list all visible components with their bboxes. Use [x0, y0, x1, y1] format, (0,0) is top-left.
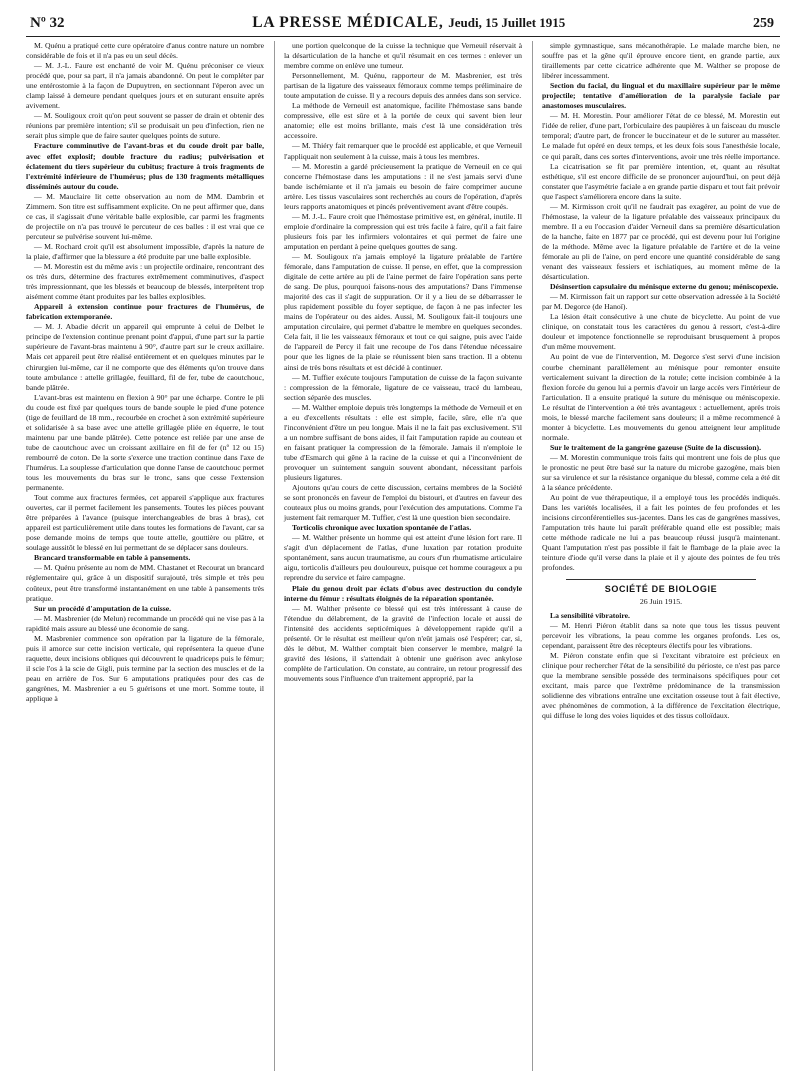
article-heading: Désinsertion capsulaire du ménisque externe du genou; méniscopexie. — [550, 282, 779, 292]
article-heading: La sensibilité vibratoire. — [550, 610, 630, 620]
section-divider — [566, 579, 756, 580]
journal-title-line — [252, 14, 565, 32]
article-paragraph: Personnellement, M. Quénu, rapporteur de M. Masbrenier, est très partisan de la ligature des vaisseaux fémoraux comme temps préliminaire de toute amputation de cuisse. Il y a recours depuis des années dans son service. — [284, 71, 522, 101]
article-heading: Brancard transformable en table à pansements. — [34, 553, 191, 563]
issue-date: Jeudi, 15 Juillet 1915 — [448, 15, 566, 30]
article-paragraph: — M. Kirmisson fait un rapport sur cette observation adressée à la Société par M. Degorce (de Hanoï). — [542, 292, 780, 312]
article-paragraph: — M. Walther présente un homme qui est atteint d'une lésion fort rare. Il s'agit d'un déplacement de l'atlas, d'une luxation par rotation produite spontanément, sans aucun traumatisme, au cours d'un rhumatisme articulaire aigu, torticolis d'ailleurs peu douloureux, puisque cet homme courageux a pu reprendre du service et faire campagne. — [284, 533, 522, 583]
session-date: 26 Juin 1915. — [639, 596, 683, 606]
article-paragraph: Au point de vue thérapeutique, il a employé tous les procédés indiqués. Dans les variétés localisées, il a fait les pointes de feu profondes et les incisions circonférentielles sus-jacentes. Dans les cas de gangrènes massives, l'amputation très haute lui paraît préférable quand elle est possible; mais cette méthode radicale ne lui a pas beaucoup réussi jusqu'à maintenant. Quant l'amputation n'est pas possible il fait le flambage de la plaie avec la teinture d'iode qu'il verse dans la plaie et il y ajoute des pointes de feu très profondes. — [542, 493, 780, 573]
article-paragraph: — M. Souligoux croit qu'on peut souvent se passer de drain et obtenir des réunions par première intention; s'il se produisait un peu d'infection, rien ne serait plus simple que de faire sauter quelques points de suture. — [26, 111, 264, 141]
article-paragraph: — M. J.-L. Faure croit que l'hémostase primitive est, en général, inutile. Il emploie d'ordinaire la compression qui est très facile à faire, qu'il a fait faire plusieurs fois par les infirmiers volontaires et qui permet de faire une amputation en perdant à peine quelques gouttes de sang. — [284, 211, 522, 251]
masthead — [26, 14, 780, 32]
article-paragraph: — M. Mauclaire lit cette observation au nom de MM. Dambrin et Zimmern. Son titre est suffisamment explicite. On ne peut affirmer que, dans ce cas, il s'agissait d'une véritable balle explosible, car parmi les fragments de projectile on n'a pas trouvé le percuteur de ces balles : il est vrai que ce percuteur se pulvérise souvent lui-même. — [26, 191, 264, 241]
article-paragraph: une portion quelconque de la cuisse la technique que Verneuil réservait à la désarticulation de la hanche et qu'il résumait en ces termes : enlever un membre comme on enlève une tumeur. — [284, 41, 522, 71]
article-heading: Sur un procédé d'amputation de la cuisse. — [34, 603, 172, 613]
article-paragraph: M. Masbrenier commence son opération par la ligature de la fémorale, puis il amorce sur cette incision verticale, qui représentera la queue d'une raquette, deux incisions obliques qui découvrent le quadriceps puis le fémur; il scie l'os à la scie de Gigli, puis termine par la section des muscles et de la peau en arrière de l'os. Sur 6 amputations pratiquées pour des cas de gangrènes, M. Masbrenier a eu 5 guérisons et une mort. Somme toute, il applique à — [26, 633, 264, 704]
article-paragraph: — M. Morestin est du même avis : un projectile ordinaire, rencontrant des os très durs, détermine des fractures extrêmement comminutives, d'aspect très impressionnant, que les blessés et beaucoup de blessés, interprètent trop aisément comme étant produites par les balles explosibles. — [26, 262, 264, 302]
article-paragraph: — M. Morestin a gardé précieusement la pratique de Verneuil en ce qui concerne l'hémostase dans les amputations : il ne s'est jamais servi d'une bande ischémiante et il n'a jamais eu besoin de faire comprimer aucune artère. Les tissus vasculaires sont recherchés au cours de l'opération, d'après leurs rapports anatomiques et pincés préventivement avant d'être coupés. — [284, 161, 522, 211]
article-paragraph: — M. Quénu présente au nom de MM. Chastanet et Recourat un brancard réglementaire qui, grâce à un dispositif surajouté, très simple et très peu coûteux, peut être transformé instantanément en une table à pansements très pratique. — [26, 563, 264, 603]
article-paragraph: Ajoutons qu'au cours de cette discussion, certains membres de la Société se sont prononcés en faveur de l'emploi du bistouri, et d'autres en faveur des couteaux plus ou moins grands, pour l'exécution des amputations. Comme l'a justement fait remarquer M. Tuffier, c'est là une question bien secondaire. — [284, 483, 522, 523]
article-paragraph: — M. Walther emploie depuis très longtemps la méthode de Verneuil et en a eu d'excellents résultats : elle est simple, facile, sûre, elle n'a que l'inconvénient d'être un peu longue. Mais il ne la fait pas exclusivement. S'il a un nombre suffisant de bons aides, il fait l'amputation rapide au couteau et en faisant pratiquer la compression de la fémorale. Jamais il n'emploie le tube d'Esmarch qui gêne à la racine de la cuisse et qui a l'inconvénient de provoquer un suintement sanguin souvent abondant, nécessitant parfois plusieurs ligatures. — [284, 402, 522, 483]
article-paragraph: — M. Tuffier exécute toujours l'amputation de cuisse de la façon suivante : compression de la fémorale, ligature de ce vaisseau, tracé du lambeau, section séparée des muscles. — [284, 372, 522, 402]
article-paragraph: — M. Walther présente ce blessé qui est très intéressant à cause de l'étendue du délabrement, de la gravité de l'infection locale et aussi de l'intensité des accidents septicémiques à développement rapide qu'il a présenté. Or le résultat est meilleur qu'on n'eût jamais osé l'espérer; car, si, dès le début, M. Walther comptait bien conserver le membre, malgré la gravité des lésions, il s'attendait à obtenir une guérison avec ankylose complète de l'articulation. On constate, au contraire, un retour progressif des mouvements sous l'influence d'un traitement approprié, par la — [284, 603, 522, 683]
issue-number: Nº 32 — [30, 15, 65, 31]
article-paragraph: La lésion était consécutive à une chute de bicyclette. Au point de vue clinique, on constatait tous les caractères du genou à ressort, c'est-à-dire douleur et impotence fonctionnelle se reproduisant brusquement à propos d'un même mouvement. — [542, 312, 780, 352]
article-paragraph: — M. Rochard croit qu'il est absolument impossible, d'après la nature de la plaie, d'affirmer que la blessure a été produite par une balle explosible. — [26, 241, 264, 261]
article-heading: Sur le traitement de la gangrène gazeuse (Suite de la discussion). — [550, 442, 762, 452]
article-paragraph: — M. Thiéry fait remarquer que le procédé est applicable, et que Verneuil l'appliquait non seulement à la cuisse, mais à tous les membres. — [284, 141, 522, 161]
page-number: 259 — [753, 16, 774, 31]
article-paragraph: Au point de vue de l'intervention, M. Degorce s'est servi d'une incision courbe cheminant parallèlement au ménisque pour remonter ensuite verticalement suivant la direction de la rotule; cette incision combinée à la flexion forcée du genou lui a permis d'avoir un large accès vers l'intérieur de l'articulation. Il a ensuite pratiqué la suture du ménisque ou méniscopexie. Le résultat de l'intervention a été très avantageux : actuellement, après trois mois, le blessé marche facilement sans douleurs; il a même recommencé à monter à bicyclette. Les mouvements du genou atteignent leur amplitude normale. — [542, 352, 780, 442]
article-heading: Section du facial, du lingual et du maxillaire supérieur par le même projectile; tentative d'amélioration de la paralysie faciale par anastomoses musculaires. — [542, 81, 780, 111]
article-heading: Plaie du genou droit par éclats d'obus avec destruction du condyle interne du fémur : résultats éloignés de la réparation spontanée. — [284, 583, 522, 603]
article-paragraph: — M. Kirmisson croit qu'il ne faudrait pas exagérer, au point de vue de l'hémostase, la valeur de la ligature préalable des vaisseaux principaux du membre. Il a eu l'occasion d'aider Verneuil dans sa première désarticulation de la hanche, faite en 1877 par ce procédé, qui est devenu pour lui l'origine de la méthode. Même avec la ligature préalable de l'artère et de la veine fémorale au pli de l'aine, on perd encore une quantité considérable de sang venant des vaisseaux fessiers et ischiatiques, au moment même de la désarticulation. — [542, 201, 780, 282]
article-paragraph: La méthode de Verneuil est anatomique, facilite l'hémostase sans bande compressive, elle est sûre et à la portée de ceux qui savent bien leur anatomie; elle est moins brillante, mais c'est là une considération très accessoire. — [284, 101, 522, 141]
article-paragraph: M. Quénu a pratiqué cette cure opératoire d'anus contre nature un nombre considérable de fois et il n'a pas eu un seul décès. — [26, 41, 264, 61]
column-1 — [26, 41, 264, 1071]
article-paragraph: L'avant-bras est maintenu en flexion à 90° par une écharpe. Contre le pli du coude est fixé par quelques tours de bande souple le pied d'une potence (tige de feuillard de 18 mm., recourbée en crochet à son extrémité supérieure et solidarisée à sa base avec une attelle grillagée pliée en équerre, le tout maintenu par une bande plâtrée). Cette potence est reliée par une anse de tube de caoutchouc avec un croissant axillaire en fil de fer (nº 12 ou 15) rembourré de coton. De la sorte s'exerce une traction continue dans l'axe de l'humérus. La souplesse d'articulation que donne l'anse de caoutchouc permet tous les mouvements du bras sur le tronc, sans que cesse l'extension permanente. — [26, 392, 264, 493]
columns — [26, 41, 780, 1071]
journal-title: LA PRESSE MÉDICALE, — [252, 14, 444, 31]
article-heading: Torticolis chronique avec luxation spontanée de l'atlas. — [292, 523, 472, 533]
column-2 — [274, 41, 522, 1071]
article-paragraph: La cicatrisation se fit par première intention, et, quant au résultat esthétique, s'il est encore difficile de se prononcer aujourd'hui, on peut déjà constater que l'asymétrie faciale a en grande partie disparu et tout fait prévoir que l'aspect s'améliorera encore dans la suite. — [542, 161, 780, 201]
article-paragraph: — M. Souligoux n'a jamais employé la ligature préalable de l'artère fémorale, dans l'amputation de cuisse. Il pense, en effet, que la compression digitale de cette artère au pli de l'aine permet de faire l'opération sans perte de sang. De plus, pourquoi faisons-nous des amputations? Dans l'immense majorité des cas il s'agit de suppuration. Or il y a lieu de se débarrasser le plus rapidement possible du foyer septique, de façon à ne pas infecter les mains de l'opérateur ou des aides. Aussi, M. Souligoux fait-il toujours une amputation circulaire, qui permet d'abattre le membre en quelques secondes. Cela fait, il lie les vaisseaux fémoraux et tout ce qui saigne, puis avec l'aide de l'appareil de Percy il fait une recoupe de l'os dans l'étendue nécessaire pour que les lignes de la plaie se réunissent bien sans traction. Il a obtenu ainsi de très bons résultats et est décidé à continuer. — [284, 251, 522, 372]
header-rule — [26, 36, 780, 37]
article-paragraph: M. Piéron constate enfin que si l'excitant vibratoire est précieux en clinique pour rechercher l'état de la sensibilité du périoste, ce n'est pas parce que la membrane sensible posséde des terminaisons spécifiques pour cet excitant, mais parce que l'extrême prédominance de la transmission solidienne des vibrations entraîne une excitation osseuse tout à fait élective, avec phénomènes de commotion, à la différence de l'excitation électrique, qui diffuse le long des voies liquides et des tissus colloïdaux. — [542, 650, 780, 721]
article-paragraph: — M. Morestin communique trois faits qui montrent une fois de plus que le pronostic ne peut être basé sur la nature du microbe gazogène, mais bien sur sa virulence et sur la résistance organique du blessé, comme cela a été dit à la séance précédente. — [542, 452, 780, 493]
article-heading: Appareil à extension continue pour fractures de l'humérus, de fabrication extemporanée. — [26, 302, 264, 322]
column-3 — [532, 41, 780, 1071]
article-paragraph: — M. Masbrenier (de Melun) recommande un procédé qui ne vise pas à la rapidité mais assure au blessé une économie de sang. — [26, 613, 264, 633]
article-paragraph: — M. H. Morestin. Pour améliorer l'état de ce blessé, M. Morestin eut l'idée de relier, d'une part, l'orbiculaire des paupières à un faisceau du muscle temporal; d'autre part, de froncer le buccinateur et de le suturer au masséter. Le malade fut opéré en deux temps, et les deux fois sous l'anesthésie locale, ce qui paraît, dans ces sortes d'interventions, avoir une très réelle importance. — [542, 111, 780, 161]
article-paragraph: — M. J.-L. Faure est enchanté de voir M. Quénu préconiser ce vieux procédé que, pour sa part, il n'a jamais abandonné. On peut le compléter par une entérostomie à la façon de Dupuytren, en sectionnant l'éperon avec un clamp laissé à demeure pendant quelques jours et en suturant ensuite après avivement. — [26, 61, 264, 111]
article-paragraph: Tout comme aux fractures fermées, cet appareil s'applique aux fractures ouvertes, car il permet facilement les pansements. Toutes les pièces pouvant être préparées à l'avance (puisque interchangeables de bras à bras), cet appareil est particulièrement utile dans toutes les formations de l'avant, car sa pose demande moins de temps que toute attelle, gouttière ou plâtre, et soulage aussitôt le blessé en lui permettant de se déplacer sans douleurs. — [26, 493, 264, 553]
article-paragraph: simple gymnastique, sans mécanothérapie. Le malade marche bien, ne souffre pas et la gêne qu'il éprouve encore tient, en grande partie, aux tiraillements par cette cicatrice adhérente que M. Walther se propose de libérer incessamment. — [542, 41, 780, 81]
section-title: SOCIÉTÉ DE BIOLOGIE — [604, 584, 718, 595]
article-paragraph: — M. J. Abadie décrit un appareil qui emprunte à celui de Delbet le principe de l'extension continue prenant point d'appui, d'une part sur la partie supérieure de l'avant-bras maintenu à 90°, d'autre part sur le creux axillaire. Mais cet appareil peut être réalisé entièrement et en quelques minutes par le chirurgien lui-même, car il ne comporte que des éléments qu'on trouve dans toute ambulance : attelle grillagée, feuillard, fil de fer, tube de caoutchouc, bande plâtrée. — [26, 322, 264, 392]
article-heading: Fracture comminutive de l'avant-bras et du coude droit par balle, avec effet explosif; double fracture du radius; pulvérisation et éclatement du tiers supérieur du cubitus; fracture à trois fragments de l'extrémité inférieure de l'humérus; plus de 130 fragments métalliques disséminés autour du coude. — [26, 141, 264, 191]
article-paragraph: — M. Henri Piéron établit dans sa note que tous les tissus peuvent percevoir les vibrations, la peau comme les organes profonds. Les os, cependant, paraissent être des récepteurs électifs pour les vibrations. — [542, 620, 780, 650]
